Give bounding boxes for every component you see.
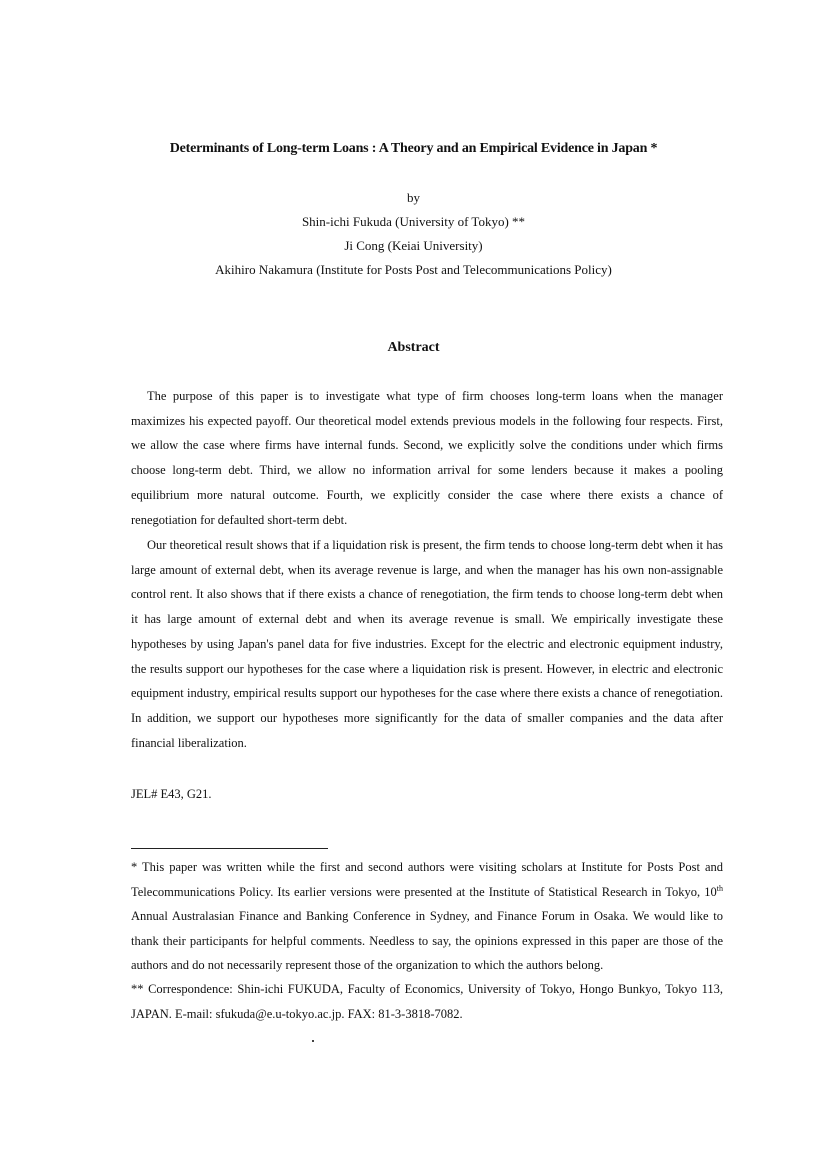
paper-title: Determinants of Long-term Loans : A Theory and an Empirical Evidence in Japan *: [169, 141, 658, 156]
footnote-correspondence: ** Correspondence: Shin-ichi FUKUDA, Faculty of Economics, University of Tokyo, Hongo Bunkyo, Tokyo 113, JAPAN. E-mail: sfukuda@e.u-tokyo.ac.jp. FAX: 81-3-3818-7082.: [131, 982, 723, 1021]
footnote-acknowledgement: [131, 855, 723, 978]
jel-codes: JEL# E43, G21.: [131, 787, 212, 801]
author-cong: Ji Cong (Keiai University): [344, 238, 483, 253]
scan-speck: [312, 1040, 314, 1042]
author-nakamura: Akihiro Nakamura (Institute for Posts Post and Telecommunications Policy): [215, 262, 612, 277]
footnote-1-text-cont: Annual Australasian Finance and Banking Conference in Sydney, and Finance Forum in Osaka. We would like to thank their participants for helpful comments. Needless to say, the opinions expressed in this paper are those of the authors and do not necessarily represent those of the organization to which the authors belong.: [131, 909, 723, 973]
abstract-heading: Abstract: [387, 340, 440, 355]
footnote-rule: [131, 848, 328, 849]
abstract-paragraph-2: Our theoretical result shows that if a liquidation risk is present, the firm tends to choose long-term debt when it has large amount of external debt, when its average revenue is large, and when the manager has his own non-assignable control rent. It also shows that if there exists a chance of renegotiation, the firm tends to choose long-term debt when it has large amount of external debt and when its average revenue is small. We empirically investigate these hypotheses by using Japan's panel data for five industries. Except for the electric and electronic equipment industry, the results support our hypotheses for the case where a liquidation risk is present. However, in electric and electronic equipment industry, empirical results support our hypotheses for the case where there exists a chance of renegotiation. In addition, we support our hypotheses more significantly for the data of smaller companies and the data after financial liberalization.: [131, 538, 723, 750]
author-fukuda: Shin-ichi Fukuda (University of Tokyo) **: [301, 214, 526, 229]
footnote-1-text: * This paper was written while the first and second authors were visiting scholars at Institute for Posts Post and Telecommunications Policy. Its earlier versions were presented at the Institute of Statistical Research in Tokyo, 10: [131, 860, 723, 899]
byline-by: by: [407, 190, 420, 205]
footnote-1-superscript: th: [716, 883, 723, 893]
abstract-paragraph-1: The purpose of this paper is to investigate what type of firm chooses long-term loans when the manager maximizes his expected payoff. Our theoretical model extends previous models in the following four respects. First, we allow the case where firms have internal funds. Second, we explicitly solve the conditions under which firms choose long-term debt. Third, we allow no information arrival for some lenders because it makes a pooling equilibrium more natural outcome. Fourth, we explicitly consider the case where there exists a chance of renegotiation for defaulted short-term debt.: [131, 389, 723, 527]
